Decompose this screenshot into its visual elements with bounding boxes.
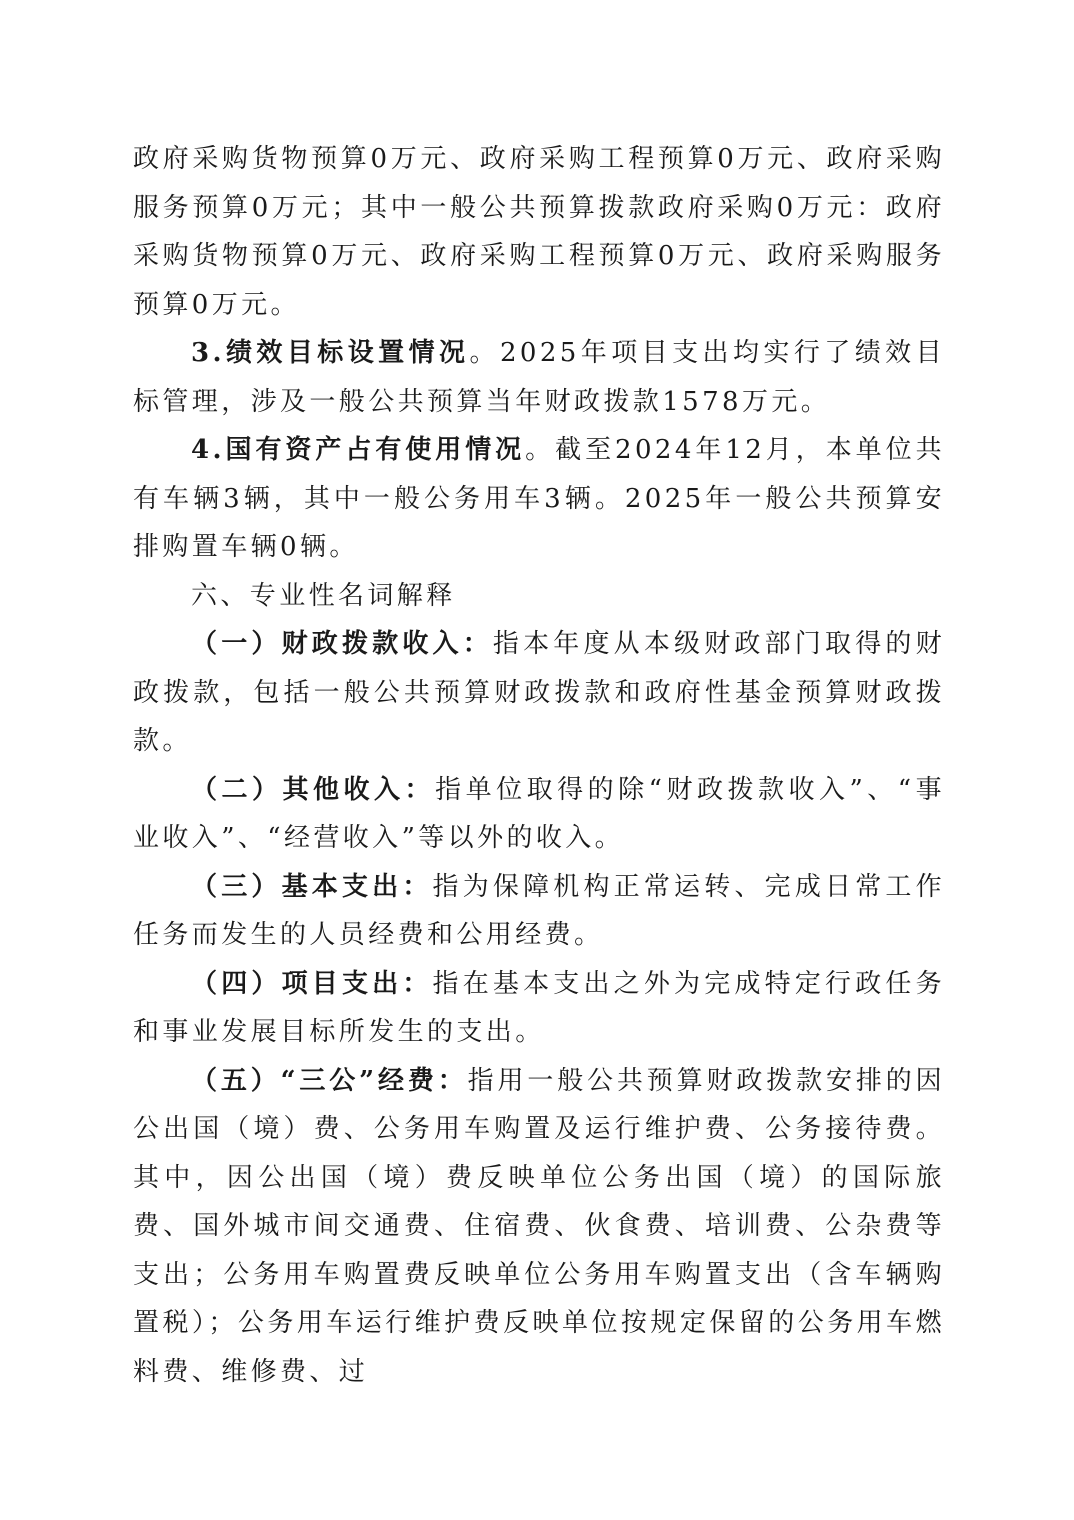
paragraph-lead: 4.国有资产占有使用情况	[191, 435, 526, 465]
term-label: （一）财政拨款收入：	[191, 629, 493, 659]
paragraph-text: 。2025年项目支出均实行了绩效目标管理，涉及一般公共预算当年财政拨款1578万元。	[133, 338, 946, 417]
term-fiscal-appropriation-income	[133, 620, 945, 766]
term-label: （五）“三公”经费：	[191, 1065, 468, 1096]
paragraph-text: 政府采购货物预算0万元、政府采购工程预算0万元、政府采购服务预算0万元；其中一般公共预算拨款政府采购0万元：政府采购货物预算0万元、政府采购工程预算0万元、政府采购服务预算0万元。	[133, 144, 945, 320]
term-definition: 指为保障机构正常运转、完成日常工作任务而发生的人员经费和公用经费。	[133, 871, 945, 950]
term-basic-expenditure	[133, 863, 945, 960]
paragraph-procurement-continued	[133, 135, 945, 329]
term-three-public-expenses	[133, 1057, 945, 1397]
term-other-income	[133, 766, 945, 863]
term-definition: 指在基本支出之外为完成特定行政任务和事业发展目标所发生的支出。	[133, 968, 945, 1047]
term-label: （二）其他收入：	[191, 774, 436, 805]
section-heading-terms: 六、专业性名词解释	[191, 580, 456, 611]
term-label: （三）基本支出：	[191, 871, 433, 902]
document-body	[133, 135, 945, 1396]
paragraph-lead: 3.绩效目标设置情况	[191, 338, 470, 368]
term-label: （四）项目支出：	[191, 968, 433, 999]
paragraph-state-assets	[133, 426, 945, 572]
term-project-expenditure	[133, 960, 945, 1057]
paragraph-performance-targets	[133, 329, 945, 426]
term-definition: 指本年度从本级财政部门取得的财政拨款，包括一般公共预算财政拨款和政府性基金预算财政拨款。	[133, 629, 945, 756]
term-definition: 指用一般公共预算财政拨款安排的因公出国（境）费、公务用车购置及运行维护费、公务接待费。其中，因公出国（境）费反映单位公务出国（境）的国际旅费、国外城市间交通费、住宿费、伙食费、培训费、公杂费等支出；公务用车购置费反映单位公务用车购置支出（含车辆购置税）；公务用车运行维护费反映单位按规定保留的公务用车燃料费、维修费、过	[133, 1065, 945, 1387]
term-definition: 指单位取得的除“财政拨款收入”、“事业收入”、“经营收入”等以外的收入。	[133, 774, 946, 853]
paragraph-text: 。截至2024年12月，本单位共有车辆3辆，其中一般公务用车3辆。2025年一般公共预算安排购置车辆0辆。	[133, 435, 945, 562]
